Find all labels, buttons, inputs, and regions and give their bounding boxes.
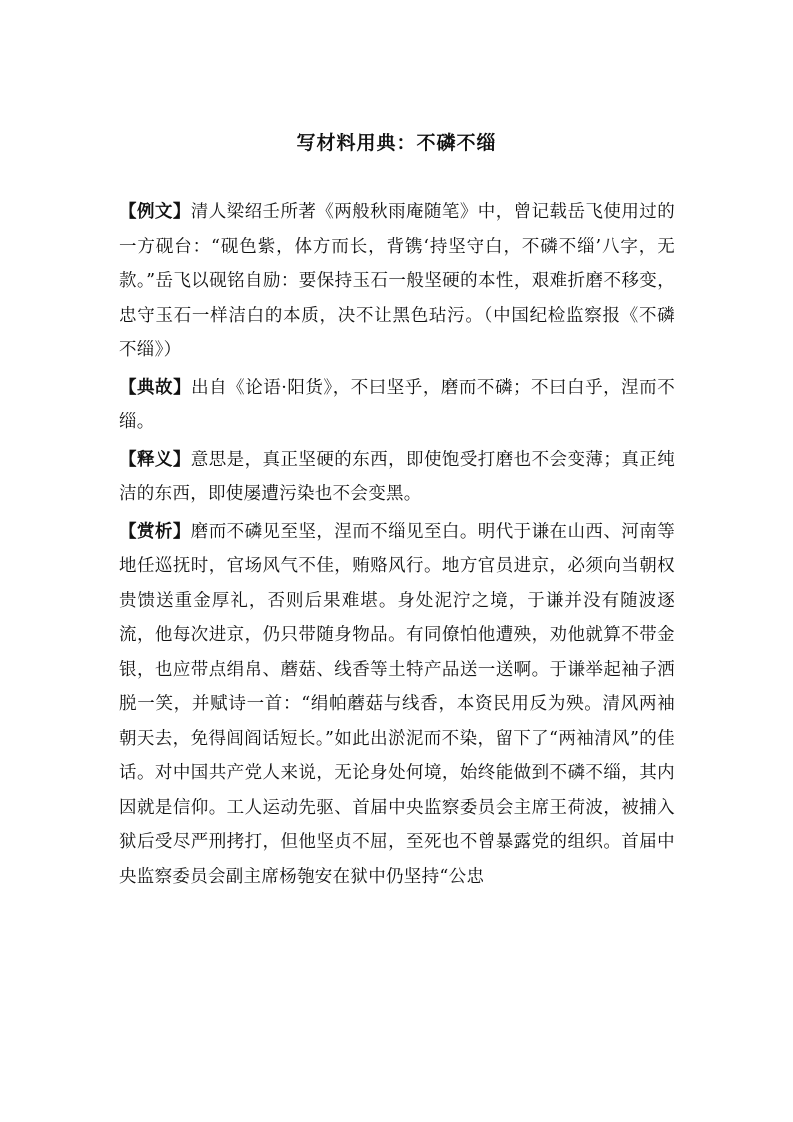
paragraph-example	[119, 195, 675, 368]
paragraph-text-interpretation: 意思是，真正坚硬的东西，即使饱受打磨也不会变薄；真正纯洁的东西，即使屡遭污染也不会变黑。	[119, 449, 675, 504]
paragraph-text-allusion: 出自《论语·阳货》，不曰坚乎，磨而不磷；不曰白乎，涅而不缁。	[119, 377, 676, 432]
paragraph-allusion	[119, 371, 675, 440]
paragraph-text-example: 清人梁绍壬所著《两般秋雨庵随笔》中，曾记载岳飞使用过的一方砚台：“砚色紫，体方而长，背镌‘持坚守白，不磷不缁’八字，无款。”岳飞以砚铭自励：要保持玉石一般坚硬的本性，艰难折磨不移变，忠守玉石一样洁白的本质，决不让黑色玷污。（中国纪检监察报《不磷不缁》）	[119, 202, 675, 360]
paragraph-tag-appreciation: 【赏析】	[119, 521, 191, 542]
paragraph-tag-interpretation: 【释义】	[119, 449, 191, 470]
paragraph-tag-allusion: 【典故】	[119, 377, 192, 398]
paragraph-interpretation	[119, 443, 675, 512]
paragraph-appreciation	[119, 515, 675, 895]
paragraph-text-appreciation: 磨而不磷见至坚，涅而不缁见至白。明代于谦在山西、河南等地任巡抚时，官场风气不佳，贿赂风行。地方官员进京，必须向当朝权贵馈送重金厚礼，否则后果难堪。身处泥泞之境，于谦并没有随波逐流，他每次进京，仍只带随身物品。有同僚怕他遭殃，劝他就算不带金银，也应带点绢帛、蘑菇、线香等土特产品送一送啊。于谦举起袖子洒脱一笑，并赋诗一首：“绢帕蘑菇与线香，本资民用反为殃。清风两袖朝天去，免得闾阎话短长。”如此出淤泥而不染，留下了“两袖清风”的佳话。对中国共产党人来说，无论身处何境，始终能做到不磷不缁，其内因就是信仰。工人运动先驱、首届中央监察委员会主席王荷波，被捕入狱后受尽严刑拷打，但他坚贞不屈，至死也不曾暴露党的组织。首届中央监察委员会副主席杨匏安在狱中仍坚持“公忠	[119, 521, 675, 887]
paragraph-tag-example: 【例文】	[119, 202, 191, 222]
page-title: 写材料用典：不磷不缁	[296, 132, 497, 154]
document-body	[119, 195, 675, 897]
